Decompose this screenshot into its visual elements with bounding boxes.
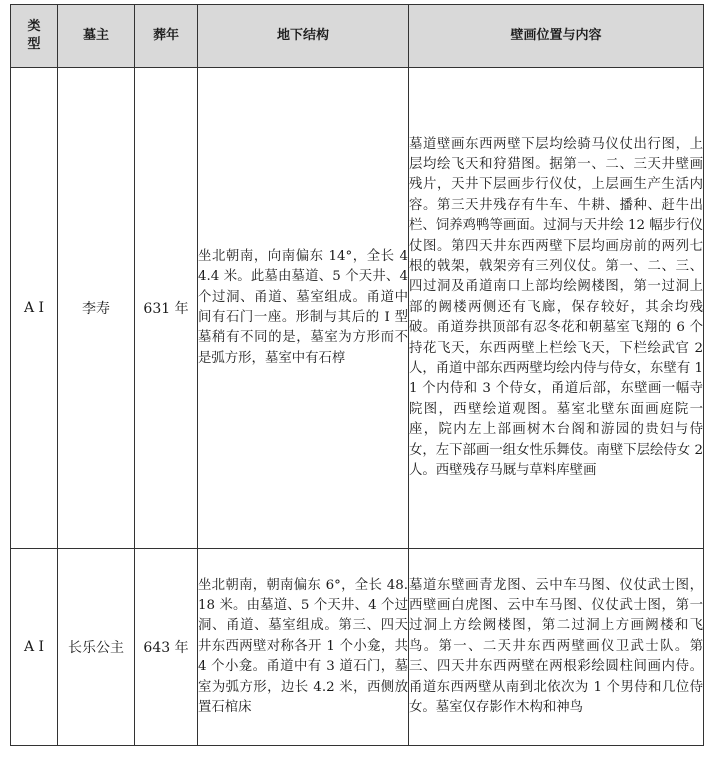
header-mural: 壁画位置与内容 <box>409 5 704 68</box>
header-year: 葬年 <box>135 5 198 68</box>
header-row <box>11 5 704 68</box>
cell-type: A Ⅰ <box>11 549 58 746</box>
cell-type: A Ⅰ <box>11 68 58 549</box>
cell-year: 643 年 <box>135 549 198 746</box>
table-header <box>11 5 704 68</box>
cell-structure: 坐北朝南，向南偏东 14°，全长 44.4 米。此墓由墓道、5 个天井、4 个过洞、甬道、墓室组成。甬道中间有石门一座。形制与其后的 I 型墓稍有不同的是，墓室为方形而不是弧方形，墓室中有石椁 <box>198 68 409 549</box>
header-type: 类型 <box>11 5 58 68</box>
header-owner: 墓主 <box>58 5 135 68</box>
header-structure: 地下结构 <box>198 5 409 68</box>
cell-mural: 墓道东壁画青龙图、云中车马图、仪仗武士图，西壁画白虎图、云中车马图、仪仗武士图，第一过洞上方绘阙楼图，第二过洞上方画阙楼和飞鸟。第一、二天井东西两壁画仪卫武士队。第三、四天井东西两壁在两根彩绘圆柱间画内侍。甬道东西两壁从南到北依次为 1 个男侍和几位侍女。墓室仅存影作木构和神鸟 <box>409 549 704 746</box>
table-row <box>11 68 704 549</box>
cell-year: 631 年 <box>135 68 198 549</box>
table-row <box>11 549 704 746</box>
cell-owner: 李寿 <box>58 68 135 549</box>
cell-owner: 长乐公主 <box>58 549 135 746</box>
cell-structure: 坐北朝南，朝南偏东 6°，全长 48.18 米。由墓道、5 个天井、4 个过洞、甬道、墓室组成。第三、四天井东西两壁对称各开 1 个小龛，共 4 个小龛。甬道中有 3 道石门，墓室为弧方形，边长 4.2 米，西侧放置石棺床 <box>198 549 409 746</box>
cell-mural: 墓道壁画东西两壁下层均绘骑马仪仗出行图，上层均绘飞天和狩猎图。据第一、二、三天井壁画残片，天井下层画步行仪仗，上层画生产生活内容。第三天井残存有牛车、牛耕、播种、赶牛出栏、饲养鸡鸭等画面。过洞与天井绘 12 幅步行仪仗图。第四天井东西两壁下层均画房前的两列七根的戟架，戟架旁有三列仪仗。第一、二、三、四过洞及甬道南口上部均绘阙楼图，第一过洞上部的阙楼两侧还有飞廊，保存较好，其余均残破。甬道券拱顶部有忍冬花和朝墓室飞翔的 6 个持花飞天，东西两壁上栏绘飞天，下栏绘武官 2 人，甬道中部东西两壁均绘内侍与侍女，东壁有 11 个内侍和 3 个侍女，甬道后部，东壁画一幅寺院图，西壁绘道观图。墓室北壁东面画庭院一座，院内左上部画树木台阁和游园的贵妇与侍女，左下部画一组女性乐舞伎。南壁下层绘侍女 2 人。西壁残存马厩与草料库壁画 <box>409 68 704 549</box>
tomb-murals-table <box>10 4 704 746</box>
table-body <box>11 68 704 746</box>
